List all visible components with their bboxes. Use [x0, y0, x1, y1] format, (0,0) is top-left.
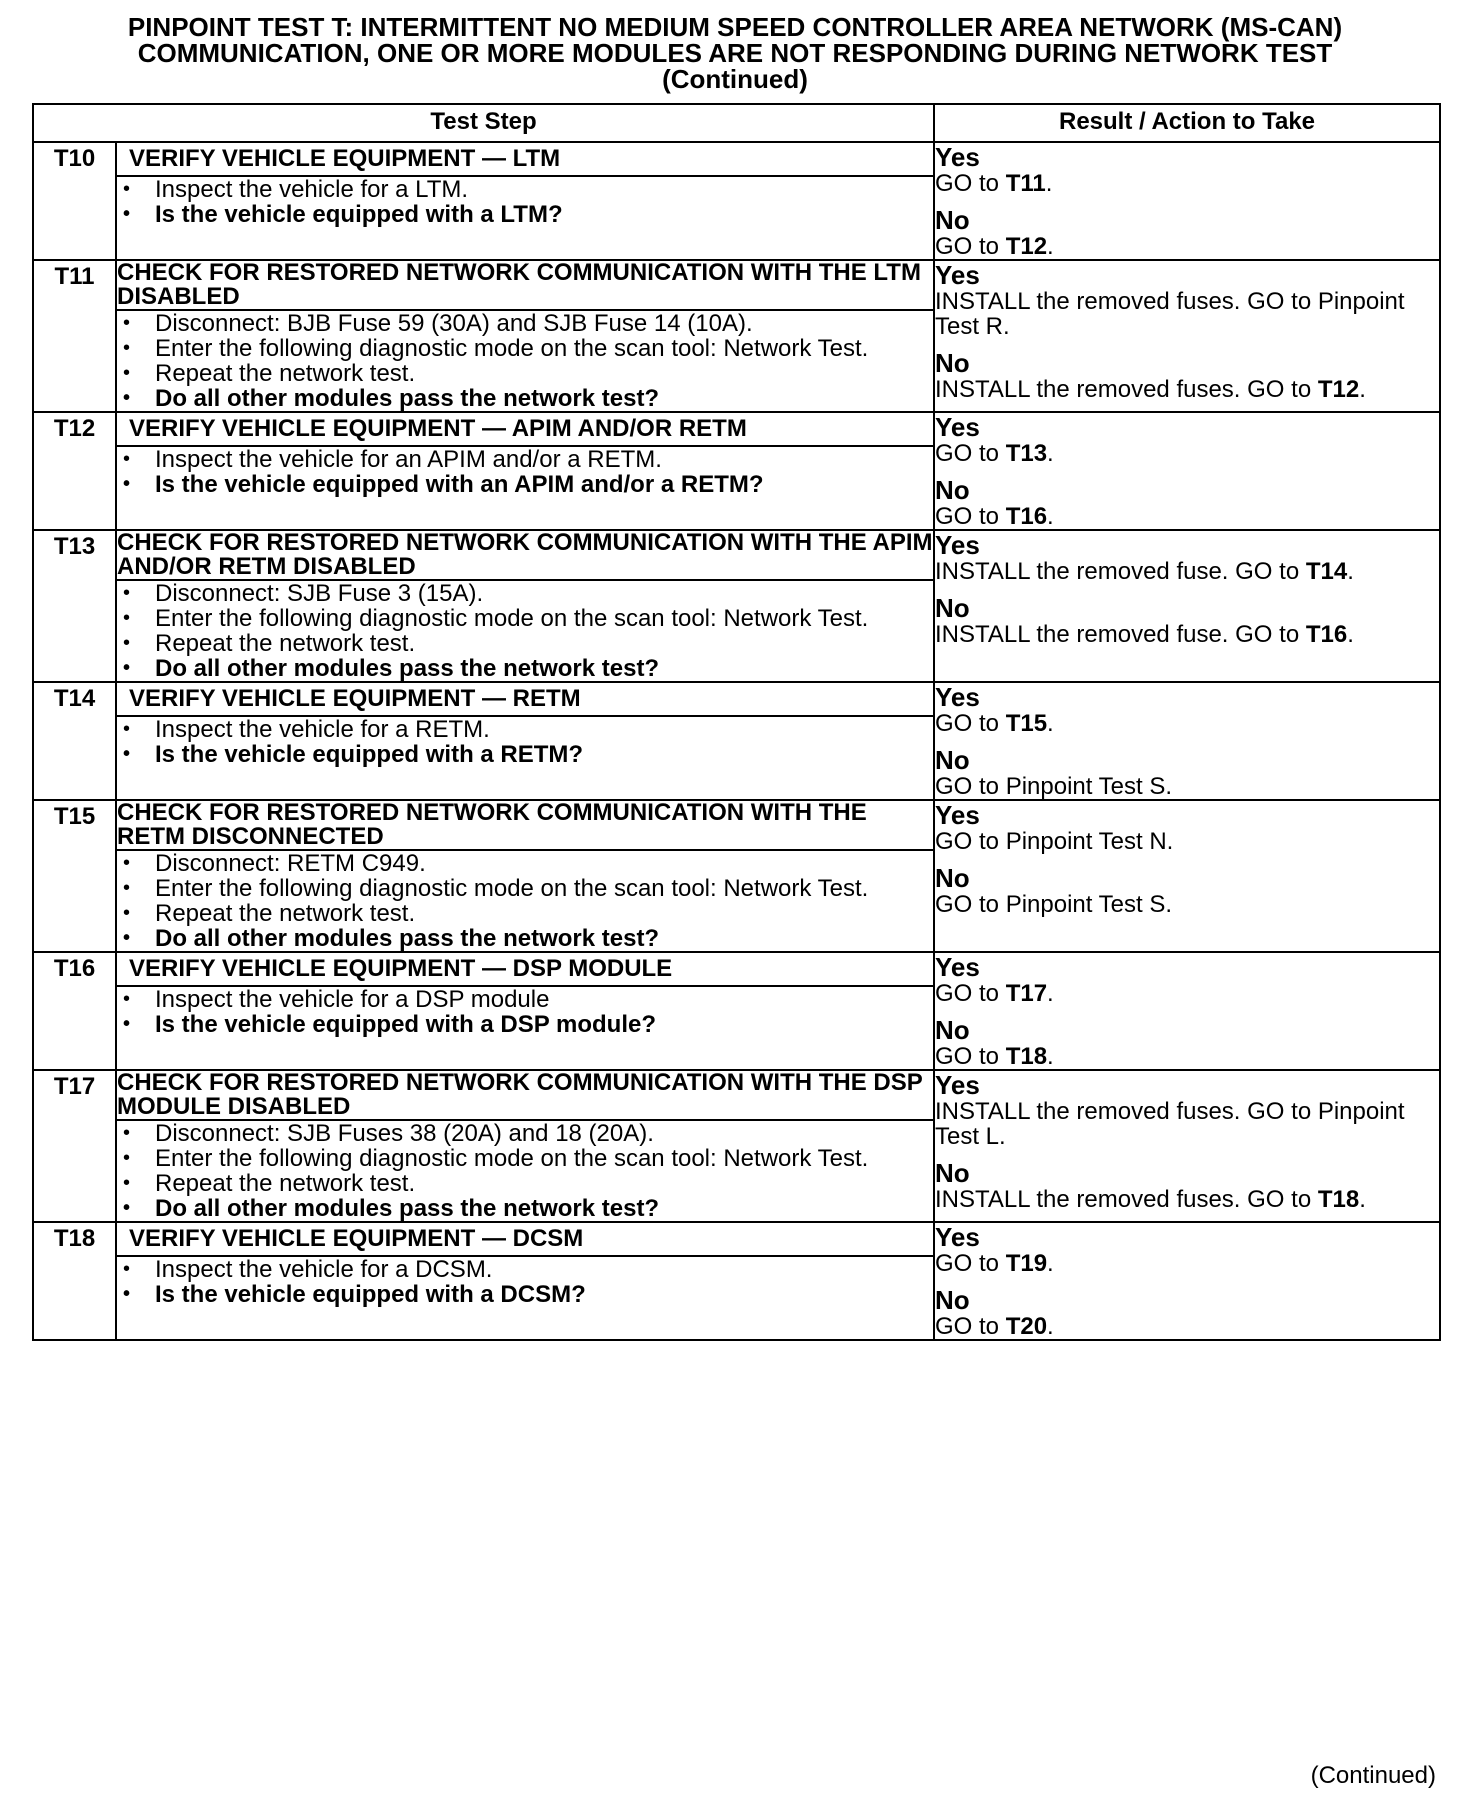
yes-action — [935, 1099, 1439, 1149]
no-action-text: GO to — [935, 1043, 1006, 1070]
step-heading-row — [33, 800, 1440, 850]
step-id: T17 — [33, 1070, 116, 1120]
yes-step-ref: T13 — [1005, 440, 1048, 467]
yes-step-ref: T17 — [1005, 980, 1048, 1007]
yes-action — [935, 1251, 1439, 1276]
instruction-list — [117, 447, 933, 497]
no-label: No — [935, 593, 970, 623]
no-step-ref: T20 — [1005, 1313, 1048, 1340]
yes-action — [935, 171, 1439, 196]
step-id-spacer — [33, 310, 116, 412]
step-heading: VERIFY VEHICLE EQUIPMENT — RETM — [116, 682, 934, 716]
instruction-list — [117, 851, 933, 951]
step-instruction: • Disconnect: SJB Fuses 38 (20A) and 18 (20A). — [117, 1121, 933, 1146]
step-instructions — [116, 580, 934, 682]
no-step-ref: T12 — [1005, 233, 1048, 260]
yes-answer — [935, 261, 1439, 339]
step-instruction: • Inspect the vehicle for an APIM and/or a RETM. — [117, 447, 933, 472]
yes-label: Yes — [935, 260, 980, 290]
no-answer — [935, 1016, 1439, 1069]
step-instruction: • Is the vehicle equipped with a LTM? — [117, 202, 933, 227]
header-result-action: Result / Action to Take — [934, 104, 1440, 142]
step-heading-row — [33, 682, 1440, 716]
step-instruction: • Enter the following diagnostic mode on the scan tool: Network Test. — [117, 336, 933, 361]
step-id: T16 — [33, 952, 116, 986]
step-instruction: • Repeat the network test. — [117, 631, 933, 656]
step-instruction: • Is the vehicle equipped with a DSP module? — [117, 1012, 933, 1037]
steps-body — [33, 142, 1440, 1340]
continued-footer: (Continued) — [1310, 1762, 1436, 1789]
no-action — [935, 774, 1439, 799]
step-instructions — [116, 716, 934, 800]
step-id-spacer — [33, 1120, 116, 1222]
yes-action — [935, 441, 1439, 466]
step-result — [934, 1222, 1440, 1340]
step-id: T13 — [33, 530, 116, 580]
step-id: T11 — [33, 260, 116, 310]
title-line-1: PINPOINT TEST T: INTERMITTENT NO MEDIUM SPEED CONTROLLER AREA NETWORK (MS-CAN) — [127, 12, 1343, 42]
step-heading: CHECK FOR RESTORED NETWORK COMMUNICATION WITH THE DSP MODULE DISABLED — [116, 1070, 934, 1120]
no-action-text: GO to — [935, 233, 1006, 260]
yes-step-ref: T15 — [1005, 710, 1048, 737]
title-line-3: (Continued) — [662, 64, 808, 94]
step-id-spacer — [33, 716, 116, 800]
step-instructions — [116, 986, 934, 1070]
page-title — [30, 14, 1440, 92]
step-heading: CHECK FOR RESTORED NETWORK COMMUNICATION WITH THE APIM AND/OR RETM DISABLED — [117, 529, 933, 580]
yes-action-end: . — [1045, 170, 1053, 197]
yes-action-end: . — [1047, 980, 1054, 1007]
no-label: No — [935, 475, 970, 505]
instruction-list — [117, 987, 933, 1037]
step-heading: VERIFY VEHICLE EQUIPMENT — APIM AND/OR RETM — [116, 412, 934, 446]
step-instructions — [116, 176, 934, 260]
no-step-ref: T12 — [1317, 376, 1360, 403]
step-id: T10 — [33, 142, 116, 176]
yes-action-text: GO to — [935, 440, 1006, 467]
yes-action-text: INSTALL the removed fuses. GO to Pinpoint Test R. — [935, 288, 1405, 340]
yes-action — [935, 981, 1439, 1006]
yes-action — [935, 711, 1439, 736]
yes-action — [935, 559, 1439, 584]
no-action-text: GO to Pinpoint Test S. — [935, 891, 1173, 918]
step-instruction: • Do all other modules pass the network test? — [117, 386, 933, 411]
step-instruction: • Repeat the network test. — [117, 361, 933, 386]
instruction-list — [117, 717, 933, 767]
yes-answer — [935, 143, 1439, 196]
yes-action-end: . — [1047, 710, 1054, 737]
yes-label: Yes — [935, 1222, 980, 1252]
step-heading: CHECK FOR RESTORED NETWORK COMMUNICATION WITH THE LTM DISABLED — [116, 260, 934, 310]
yes-action-end: . — [1047, 440, 1054, 467]
yes-answer — [935, 953, 1439, 1006]
step-instruction: • Disconnect: SJB Fuse 3 (15A). — [117, 581, 933, 606]
no-action — [935, 1314, 1439, 1339]
title-line-2: COMMUNICATION, ONE OR MORE MODULES ARE NOT RESPONDING DURING NETWORK TEST — [137, 38, 1333, 68]
step-instruction: • Disconnect: RETM C949. — [117, 851, 933, 876]
yes-label: Yes — [935, 412, 980, 442]
no-action-text: GO to — [935, 1313, 1006, 1340]
step-id: T15 — [33, 800, 116, 850]
yes-action-text: INSTALL the removed fuse. GO to — [935, 558, 1306, 585]
yes-answer — [935, 413, 1439, 466]
no-label: No — [935, 863, 970, 893]
step-result — [934, 530, 1440, 682]
no-answer — [935, 746, 1439, 799]
no-label: No — [935, 1285, 970, 1315]
step-heading-row — [33, 142, 1440, 176]
no-answer — [935, 1286, 1439, 1339]
yes-step-ref: T11 — [1005, 170, 1046, 197]
no-action-end: . — [1047, 1313, 1054, 1340]
no-action — [935, 504, 1439, 529]
step-id-spacer — [33, 1256, 116, 1340]
step-instruction: • Is the vehicle equipped with a DCSM? — [117, 1282, 933, 1307]
no-action-end: . — [1047, 233, 1054, 260]
no-step-ref: T18 — [1005, 1043, 1048, 1070]
table-header-row — [33, 104, 1440, 142]
step-instructions — [116, 310, 934, 412]
yes-answer — [935, 801, 1439, 854]
yes-step-ref: T14 — [1305, 558, 1348, 585]
yes-action — [935, 829, 1439, 854]
no-action-end: . — [1359, 376, 1366, 403]
step-instruction: • Inspect the vehicle for a DCSM. — [117, 1257, 933, 1282]
no-action-end: . — [1359, 1186, 1366, 1213]
step-heading-row — [33, 412, 1440, 446]
yes-label: Yes — [935, 142, 980, 172]
yes-action-text: GO to — [935, 1250, 1006, 1277]
step-instruction: • Repeat the network test. — [117, 1171, 933, 1196]
step-instruction: • Is the vehicle equipped with an APIM and/or a RETM? — [117, 472, 933, 497]
no-step-ref: T16 — [1005, 503, 1048, 530]
step-result — [934, 800, 1440, 952]
yes-answer — [935, 683, 1439, 736]
step-result — [934, 952, 1440, 1070]
no-action — [935, 622, 1439, 647]
yes-label: Yes — [935, 530, 980, 560]
step-heading: VERIFY VEHICLE EQUIPMENT — DSP MODULE — [116, 952, 934, 986]
step-instructions — [116, 446, 934, 530]
no-action — [935, 1044, 1439, 1069]
yes-action-end: . — [1047, 1250, 1054, 1277]
yes-label: Yes — [935, 800, 980, 830]
yes-answer — [935, 531, 1439, 584]
no-answer — [935, 594, 1439, 647]
step-instruction: • Repeat the network test. — [117, 901, 933, 926]
no-step-ref: T18 — [1317, 1186, 1360, 1213]
no-action — [935, 1187, 1439, 1212]
step-result — [934, 412, 1440, 530]
yes-action-text: INSTALL the removed fuses. GO to Pinpoint Test L. — [935, 1098, 1405, 1150]
no-action-text: INSTALL the removed fuses. GO to — [935, 1186, 1318, 1213]
step-instruction: • Enter the following diagnostic mode on the scan tool: Network Test. — [117, 876, 933, 901]
step-instruction: • Inspect the vehicle for a RETM. — [117, 717, 933, 742]
step-heading-row — [33, 530, 1440, 580]
no-label: No — [935, 745, 970, 775]
yes-action — [935, 289, 1439, 339]
no-action — [935, 234, 1439, 259]
no-action-text: INSTALL the removed fuse. GO to — [935, 621, 1306, 648]
yes-label: Yes — [935, 1070, 980, 1100]
no-answer — [935, 864, 1439, 917]
step-id: T14 — [33, 682, 116, 716]
no-label: No — [935, 205, 970, 235]
no-action-text: GO to — [935, 503, 1006, 530]
instruction-list — [117, 311, 933, 411]
no-answer — [935, 349, 1439, 402]
step-instruction: • Do all other modules pass the network test? — [117, 656, 933, 681]
no-answer — [935, 206, 1439, 259]
step-heading-row — [33, 1222, 1440, 1256]
step-instruction: • Do all other modules pass the network test? — [117, 926, 933, 951]
step-id-spacer — [33, 446, 116, 530]
step-heading-row — [33, 260, 1440, 310]
step-instruction: • Disconnect: BJB Fuse 59 (30A) and SJB Fuse 14 (10A). — [117, 311, 933, 336]
instruction-list — [117, 581, 933, 681]
step-instruction: • Enter the following diagnostic mode on the scan tool: Network Test. — [117, 606, 933, 631]
step-id-spacer — [33, 580, 116, 682]
step-heading: CHECK FOR RESTORED NETWORK COMMUNICATION WITH THE RETM DISCONNECTED — [116, 800, 934, 850]
no-action-text: GO to Pinpoint Test S. — [935, 773, 1173, 800]
no-answer — [935, 1159, 1439, 1212]
step-heading: VERIFY VEHICLE EQUIPMENT — LTM — [116, 142, 934, 176]
no-action-end: . — [1047, 503, 1054, 530]
pinpoint-test-table — [32, 103, 1441, 1341]
header-test-step: Test Step — [33, 104, 934, 142]
instruction-list — [117, 1257, 933, 1307]
yes-action-text: GO to — [935, 170, 1006, 197]
instruction-list — [117, 177, 933, 227]
yes-action-text: GO to — [935, 980, 1006, 1007]
step-instructions — [116, 850, 934, 952]
step-instructions — [116, 1120, 934, 1222]
step-id-spacer — [33, 850, 116, 952]
no-label: No — [935, 348, 970, 378]
yes-step-ref: T19 — [1005, 1250, 1048, 1277]
step-instruction: • Inspect the vehicle for a LTM. — [117, 177, 933, 202]
step-result — [934, 142, 1440, 260]
no-action-end: . — [1047, 1043, 1054, 1070]
no-answer — [935, 476, 1439, 529]
instruction-list — [117, 1121, 933, 1221]
step-heading: VERIFY VEHICLE EQUIPMENT — DCSM — [116, 1222, 934, 1256]
no-action-end: . — [1347, 621, 1354, 648]
no-label: No — [935, 1158, 970, 1188]
no-label: No — [935, 1015, 970, 1045]
step-id-spacer — [33, 986, 116, 1070]
yes-label: Yes — [935, 682, 980, 712]
yes-action-text: GO to — [935, 710, 1006, 737]
step-id: T18 — [33, 1222, 116, 1256]
step-result — [934, 1070, 1440, 1222]
step-instruction: • Is the vehicle equipped with a RETM? — [117, 742, 933, 767]
step-instruction: • Inspect the vehicle for a DSP module — [117, 987, 933, 1012]
step-heading-row — [33, 952, 1440, 986]
yes-answer — [935, 1071, 1439, 1149]
no-action — [935, 377, 1439, 402]
step-id: T12 — [33, 412, 116, 446]
no-action — [935, 892, 1439, 917]
step-id-spacer — [33, 176, 116, 260]
yes-action-text: GO to Pinpoint Test N. — [935, 828, 1174, 855]
step-instructions — [116, 1256, 934, 1340]
step-result — [934, 260, 1440, 412]
yes-answer — [935, 1223, 1439, 1276]
yes-label: Yes — [935, 952, 980, 982]
no-action-text: INSTALL the removed fuses. GO to — [935, 376, 1318, 403]
step-instruction: • Do all other modules pass the network test? — [117, 1196, 933, 1221]
step-instruction: • Enter the following diagnostic mode on the scan tool: Network Test. — [117, 1146, 933, 1171]
step-heading-row — [33, 1070, 1440, 1120]
step-result — [934, 682, 1440, 800]
yes-action-end: . — [1347, 558, 1354, 585]
no-step-ref: T16 — [1305, 621, 1348, 648]
